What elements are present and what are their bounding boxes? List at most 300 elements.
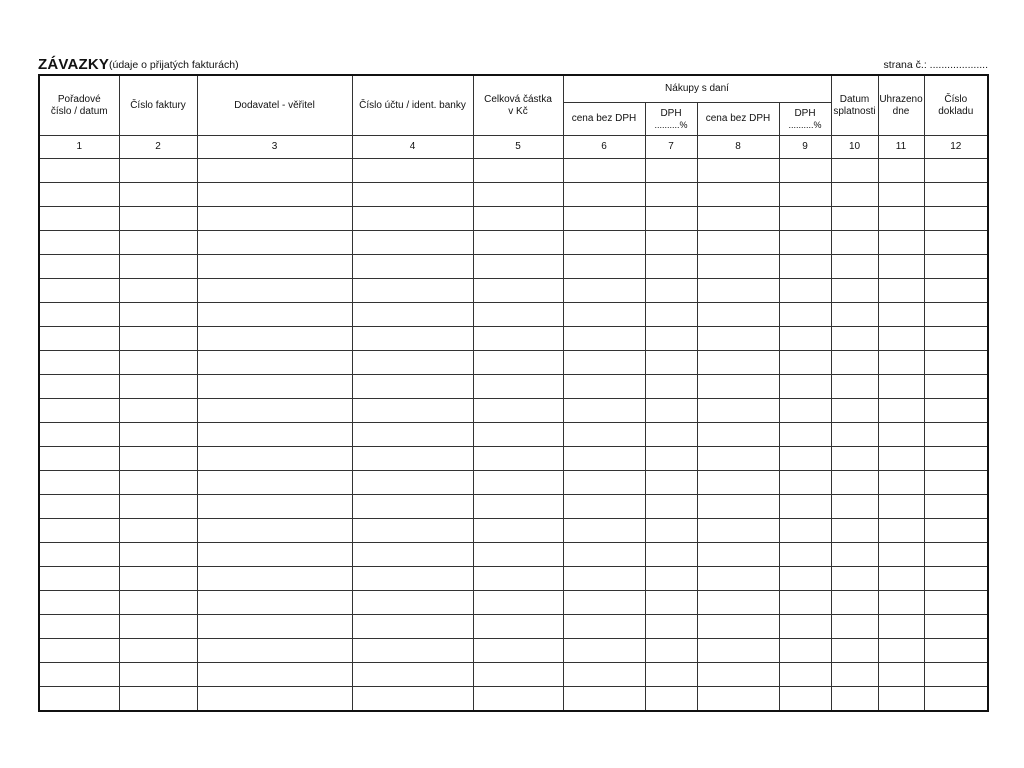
- table-cell[interactable]: [645, 639, 697, 663]
- table-cell[interactable]: [878, 591, 924, 615]
- table-cell[interactable]: [352, 471, 473, 495]
- table-cell[interactable]: [39, 375, 119, 399]
- table-cell[interactable]: [878, 279, 924, 303]
- table-cell[interactable]: [697, 159, 779, 183]
- table-cell[interactable]: [645, 663, 697, 687]
- table-row: [39, 687, 988, 712]
- table-cell[interactable]: [779, 447, 831, 471]
- table-cell[interactable]: [878, 543, 924, 567]
- table-cell[interactable]: [352, 279, 473, 303]
- table-cell[interactable]: [645, 687, 697, 712]
- table-cell[interactable]: [473, 351, 563, 375]
- table-cell[interactable]: [563, 543, 645, 567]
- table-cell[interactable]: [473, 615, 563, 639]
- table-cell[interactable]: [924, 207, 988, 231]
- table-cell[interactable]: [779, 231, 831, 255]
- table-row: [39, 447, 988, 471]
- table-cell[interactable]: [563, 375, 645, 399]
- table-cell[interactable]: [878, 567, 924, 591]
- table-cell[interactable]: [697, 279, 779, 303]
- table-cell[interactable]: [39, 423, 119, 447]
- table-cell[interactable]: [645, 303, 697, 327]
- table-cell[interactable]: [831, 615, 878, 639]
- table-row: [39, 663, 988, 687]
- table-cell[interactable]: [563, 159, 645, 183]
- table-cell[interactable]: [197, 615, 352, 639]
- table-cell[interactable]: [563, 519, 645, 543]
- table-cell[interactable]: [697, 303, 779, 327]
- table-cell[interactable]: [645, 279, 697, 303]
- liabilities-table: [38, 74, 989, 712]
- column-number: 12: [924, 136, 988, 159]
- table-cell[interactable]: [779, 471, 831, 495]
- table-cell[interactable]: [779, 663, 831, 687]
- table-cell[interactable]: [39, 207, 119, 231]
- table-cell[interactable]: [697, 255, 779, 279]
- table-cell[interactable]: [473, 207, 563, 231]
- table-cell[interactable]: [697, 207, 779, 231]
- table-cell[interactable]: [831, 279, 878, 303]
- table-cell[interactable]: [39, 351, 119, 375]
- col-header-vat-2: DPH ..........%: [779, 103, 831, 136]
- table-cell[interactable]: [197, 183, 352, 207]
- table-cell[interactable]: [924, 231, 988, 255]
- table-cell[interactable]: [831, 231, 878, 255]
- table-cell[interactable]: [352, 423, 473, 447]
- table-cell[interactable]: [924, 423, 988, 447]
- table-cell[interactable]: [39, 687, 119, 712]
- table-cell[interactable]: [197, 471, 352, 495]
- table-cell[interactable]: [119, 423, 197, 447]
- table-cell[interactable]: [352, 591, 473, 615]
- table-cell[interactable]: [645, 567, 697, 591]
- table-cell[interactable]: [39, 255, 119, 279]
- table-cell[interactable]: [779, 399, 831, 423]
- table-cell[interactable]: [924, 567, 988, 591]
- table-cell[interactable]: [924, 279, 988, 303]
- table-cell[interactable]: [697, 495, 779, 519]
- table-cell[interactable]: [697, 543, 779, 567]
- table-cell[interactable]: [563, 687, 645, 712]
- table-cell[interactable]: [779, 159, 831, 183]
- table-cell[interactable]: [197, 399, 352, 423]
- table-cell[interactable]: [831, 159, 878, 183]
- table-cell[interactable]: [878, 663, 924, 687]
- table-cell[interactable]: [697, 231, 779, 255]
- table-cell[interactable]: [924, 639, 988, 663]
- table-cell[interactable]: [779, 351, 831, 375]
- table-cell[interactable]: [779, 495, 831, 519]
- table-cell[interactable]: [563, 279, 645, 303]
- table-cell[interactable]: [352, 519, 473, 543]
- table-cell[interactable]: [563, 591, 645, 615]
- table-cell[interactable]: [779, 615, 831, 639]
- table-cell[interactable]: [563, 495, 645, 519]
- table-cell[interactable]: [831, 495, 878, 519]
- table-cell[interactable]: [779, 543, 831, 567]
- table-cell[interactable]: [697, 351, 779, 375]
- table-cell[interactable]: [924, 351, 988, 375]
- table-cell[interactable]: [197, 231, 352, 255]
- table-cell[interactable]: [119, 543, 197, 567]
- table-cell[interactable]: [645, 423, 697, 447]
- table-cell[interactable]: [563, 351, 645, 375]
- table-cell[interactable]: [473, 159, 563, 183]
- table-cell[interactable]: [831, 471, 878, 495]
- table-cell[interactable]: [831, 255, 878, 279]
- table-cell[interactable]: [924, 543, 988, 567]
- table-cell[interactable]: [119, 615, 197, 639]
- table-cell[interactable]: [831, 351, 878, 375]
- table-cell[interactable]: [645, 183, 697, 207]
- table-cell[interactable]: [831, 447, 878, 471]
- table-cell[interactable]: [779, 327, 831, 351]
- table-cell[interactable]: [119, 567, 197, 591]
- table-cell[interactable]: [645, 351, 697, 375]
- table-cell[interactable]: [473, 399, 563, 423]
- table-cell[interactable]: [831, 519, 878, 543]
- table-cell[interactable]: [697, 639, 779, 663]
- table-cell[interactable]: [697, 591, 779, 615]
- table-cell[interactable]: [878, 231, 924, 255]
- table-cell[interactable]: [831, 399, 878, 423]
- table-cell[interactable]: [831, 303, 878, 327]
- table-cell[interactable]: [645, 327, 697, 351]
- table-cell[interactable]: [697, 615, 779, 639]
- table-cell[interactable]: [878, 351, 924, 375]
- table-cell[interactable]: [779, 567, 831, 591]
- table-cell[interactable]: [119, 519, 197, 543]
- table-cell[interactable]: [473, 567, 563, 591]
- table-cell[interactable]: [779, 687, 831, 712]
- table-cell[interactable]: [119, 399, 197, 423]
- table-cell[interactable]: [39, 399, 119, 423]
- table-cell[interactable]: [924, 591, 988, 615]
- table-cell[interactable]: [197, 567, 352, 591]
- column-number-row: [39, 136, 988, 159]
- table-cell[interactable]: [924, 303, 988, 327]
- table-cell[interactable]: [119, 663, 197, 687]
- table-cell[interactable]: [119, 591, 197, 615]
- col-header-price-excl-vat-2: cena bez DPH: [697, 103, 779, 136]
- column-number: 9: [779, 136, 831, 159]
- table-cell[interactable]: [878, 447, 924, 471]
- col-header-paid-on: Uhrazeno dne: [878, 75, 924, 136]
- table-cell[interactable]: [473, 327, 563, 351]
- table-cell[interactable]: [473, 183, 563, 207]
- table-cell[interactable]: [197, 591, 352, 615]
- table-cell[interactable]: [697, 519, 779, 543]
- table-cell[interactable]: [779, 639, 831, 663]
- table-cell[interactable]: [563, 567, 645, 591]
- table-cell[interactable]: [352, 183, 473, 207]
- table-cell[interactable]: [878, 687, 924, 712]
- table-cell[interactable]: [197, 639, 352, 663]
- table-cell[interactable]: [924, 663, 988, 687]
- table-cell[interactable]: [473, 255, 563, 279]
- table-cell[interactable]: [563, 447, 645, 471]
- table-cell[interactable]: [197, 687, 352, 712]
- table-cell[interactable]: [197, 519, 352, 543]
- page-number-field: strana č.: ....................: [883, 59, 988, 71]
- table-cell[interactable]: [119, 375, 197, 399]
- table-cell[interactable]: [878, 207, 924, 231]
- table-cell[interactable]: [119, 303, 197, 327]
- table-row: [39, 351, 988, 375]
- table-cell[interactable]: [197, 375, 352, 399]
- table-cell[interactable]: [473, 447, 563, 471]
- table-cell[interactable]: [39, 495, 119, 519]
- table-cell[interactable]: [473, 495, 563, 519]
- table-cell[interactable]: [352, 495, 473, 519]
- table-cell[interactable]: [563, 255, 645, 279]
- table-row: [39, 375, 988, 399]
- table-cell[interactable]: [39, 279, 119, 303]
- table-cell[interactable]: [563, 327, 645, 351]
- table-cell[interactable]: [352, 567, 473, 591]
- table-row: [39, 591, 988, 615]
- ledger-body: [39, 159, 988, 712]
- table-cell[interactable]: [878, 327, 924, 351]
- table-cell[interactable]: [645, 375, 697, 399]
- table-cell[interactable]: [924, 495, 988, 519]
- col-header-order-date: Pořadové číslo / datum: [39, 75, 119, 136]
- table-row: [39, 399, 988, 423]
- table-cell[interactable]: [563, 663, 645, 687]
- table-cell[interactable]: [473, 519, 563, 543]
- table-cell[interactable]: [878, 255, 924, 279]
- table-cell[interactable]: [645, 399, 697, 423]
- table-cell[interactable]: [697, 471, 779, 495]
- table-cell[interactable]: [924, 687, 988, 712]
- table-cell[interactable]: [697, 183, 779, 207]
- table-cell[interactable]: [697, 663, 779, 687]
- table-cell[interactable]: [352, 663, 473, 687]
- table-cell[interactable]: [39, 615, 119, 639]
- table-cell[interactable]: [878, 159, 924, 183]
- table-cell[interactable]: [697, 423, 779, 447]
- table-cell[interactable]: [563, 231, 645, 255]
- table-cell[interactable]: [831, 591, 878, 615]
- table-cell[interactable]: [831, 183, 878, 207]
- table-cell[interactable]: [119, 183, 197, 207]
- table-cell[interactable]: [831, 663, 878, 687]
- col-header-total-amount: Celková částka v Kč: [473, 75, 563, 136]
- table-cell[interactable]: [645, 519, 697, 543]
- table-cell[interactable]: [473, 375, 563, 399]
- table-cell[interactable]: [352, 327, 473, 351]
- table-cell[interactable]: [119, 207, 197, 231]
- table-cell[interactable]: [197, 543, 352, 567]
- table-cell[interactable]: [352, 447, 473, 471]
- table-cell[interactable]: [697, 567, 779, 591]
- table-cell[interactable]: [831, 687, 878, 712]
- table-cell[interactable]: [119, 231, 197, 255]
- table-cell[interactable]: [697, 399, 779, 423]
- table-cell[interactable]: [39, 183, 119, 207]
- table-cell[interactable]: [473, 663, 563, 687]
- table-cell[interactable]: [878, 519, 924, 543]
- table-cell[interactable]: [119, 279, 197, 303]
- table-cell[interactable]: [119, 255, 197, 279]
- table-cell[interactable]: [39, 543, 119, 567]
- table-cell[interactable]: [645, 207, 697, 231]
- table-cell[interactable]: [779, 303, 831, 327]
- table-cell[interactable]: [352, 303, 473, 327]
- table-cell[interactable]: [878, 183, 924, 207]
- table-cell[interactable]: [924, 327, 988, 351]
- table-cell[interactable]: [878, 495, 924, 519]
- table-cell[interactable]: [197, 663, 352, 687]
- table-cell[interactable]: [119, 159, 197, 183]
- table-cell[interactable]: [39, 519, 119, 543]
- table-cell[interactable]: [645, 231, 697, 255]
- table-cell[interactable]: [473, 471, 563, 495]
- col-header-due-date: Datum splatnosti: [831, 75, 878, 136]
- table-cell[interactable]: [831, 375, 878, 399]
- table-cell[interactable]: [779, 255, 831, 279]
- table-cell[interactable]: [197, 207, 352, 231]
- table-cell[interactable]: [645, 159, 697, 183]
- table-cell[interactable]: [924, 519, 988, 543]
- table-cell[interactable]: [352, 351, 473, 375]
- table-cell[interactable]: [39, 591, 119, 615]
- table-cell[interactable]: [473, 639, 563, 663]
- table-cell[interactable]: [352, 543, 473, 567]
- table-cell[interactable]: [831, 543, 878, 567]
- table-cell[interactable]: [563, 207, 645, 231]
- table-cell[interactable]: [39, 159, 119, 183]
- table-cell[interactable]: [924, 183, 988, 207]
- table-cell[interactable]: [197, 447, 352, 471]
- table-cell[interactable]: [924, 399, 988, 423]
- table-cell[interactable]: [645, 615, 697, 639]
- table-cell[interactable]: [39, 447, 119, 471]
- table-cell[interactable]: [473, 279, 563, 303]
- table-cell[interactable]: [352, 615, 473, 639]
- table-cell[interactable]: [119, 471, 197, 495]
- table-cell[interactable]: [645, 447, 697, 471]
- table-cell[interactable]: [119, 495, 197, 519]
- table-cell[interactable]: [119, 447, 197, 471]
- table-cell[interactable]: [197, 255, 352, 279]
- table-cell[interactable]: [197, 303, 352, 327]
- table-cell[interactable]: [197, 351, 352, 375]
- table-cell[interactable]: [39, 639, 119, 663]
- col-header-account-number: Číslo účtu / ident. banky: [352, 75, 473, 136]
- table-cell[interactable]: [197, 423, 352, 447]
- table-cell[interactable]: [831, 207, 878, 231]
- table-cell[interactable]: [779, 423, 831, 447]
- table-cell[interactable]: [924, 255, 988, 279]
- table-cell[interactable]: [119, 639, 197, 663]
- table-cell[interactable]: [563, 471, 645, 495]
- table-cell[interactable]: [645, 471, 697, 495]
- table-cell[interactable]: [878, 423, 924, 447]
- table-cell[interactable]: [352, 231, 473, 255]
- table-cell[interactable]: [352, 255, 473, 279]
- table-cell[interactable]: [831, 567, 878, 591]
- table-cell[interactable]: [831, 639, 878, 663]
- table-cell[interactable]: [697, 447, 779, 471]
- table-cell[interactable]: [779, 519, 831, 543]
- table-cell[interactable]: [779, 183, 831, 207]
- table-cell[interactable]: [779, 375, 831, 399]
- table-cell[interactable]: [779, 207, 831, 231]
- table-cell[interactable]: [352, 159, 473, 183]
- table-cell[interactable]: [924, 615, 988, 639]
- table-cell[interactable]: [352, 375, 473, 399]
- table-cell[interactable]: [878, 615, 924, 639]
- table-cell[interactable]: [831, 423, 878, 447]
- table-cell[interactable]: [563, 399, 645, 423]
- table-cell[interactable]: [473, 687, 563, 712]
- table-cell[interactable]: [779, 591, 831, 615]
- table-row: [39, 471, 988, 495]
- table-cell[interactable]: [563, 183, 645, 207]
- table-cell[interactable]: [924, 447, 988, 471]
- table-row: [39, 207, 988, 231]
- table-cell[interactable]: [473, 231, 563, 255]
- table-cell[interactable]: [473, 543, 563, 567]
- table-cell[interactable]: [352, 687, 473, 712]
- table-cell[interactable]: [119, 327, 197, 351]
- table-cell[interactable]: [563, 639, 645, 663]
- table-cell[interactable]: [119, 351, 197, 375]
- table-cell[interactable]: [645, 591, 697, 615]
- table-cell[interactable]: [352, 207, 473, 231]
- table-cell[interactable]: [352, 639, 473, 663]
- table-cell[interactable]: [645, 495, 697, 519]
- table-cell[interactable]: [831, 327, 878, 351]
- table-cell[interactable]: [473, 303, 563, 327]
- table-cell[interactable]: [197, 279, 352, 303]
- table-cell[interactable]: [352, 399, 473, 423]
- table-cell[interactable]: [39, 327, 119, 351]
- table-cell[interactable]: [119, 687, 197, 712]
- table-cell[interactable]: [197, 159, 352, 183]
- table-cell[interactable]: [924, 375, 988, 399]
- table-cell[interactable]: [924, 471, 988, 495]
- table-cell[interactable]: [563, 423, 645, 447]
- table-cell[interactable]: [563, 615, 645, 639]
- table-cell[interactable]: [473, 423, 563, 447]
- table-cell[interactable]: [197, 495, 352, 519]
- table-cell[interactable]: [645, 543, 697, 567]
- table-cell[interactable]: [878, 639, 924, 663]
- table-cell[interactable]: [39, 231, 119, 255]
- table-cell[interactable]: [878, 375, 924, 399]
- table-cell[interactable]: [697, 375, 779, 399]
- table-cell[interactable]: [473, 591, 563, 615]
- table-cell[interactable]: [645, 255, 697, 279]
- table-cell[interactable]: [39, 471, 119, 495]
- table-cell[interactable]: [697, 687, 779, 712]
- table-cell[interactable]: [197, 327, 352, 351]
- table-cell[interactable]: [563, 303, 645, 327]
- table-cell[interactable]: [878, 471, 924, 495]
- table-cell[interactable]: [878, 303, 924, 327]
- table-cell[interactable]: [39, 663, 119, 687]
- form-title: ZÁVAZKY: [38, 56, 110, 73]
- column-number: 1: [39, 136, 119, 159]
- table-cell[interactable]: [878, 399, 924, 423]
- table-cell[interactable]: [39, 567, 119, 591]
- table-cell[interactable]: [924, 159, 988, 183]
- table-cell[interactable]: [779, 279, 831, 303]
- table-cell[interactable]: [39, 303, 119, 327]
- table-cell[interactable]: [697, 327, 779, 351]
